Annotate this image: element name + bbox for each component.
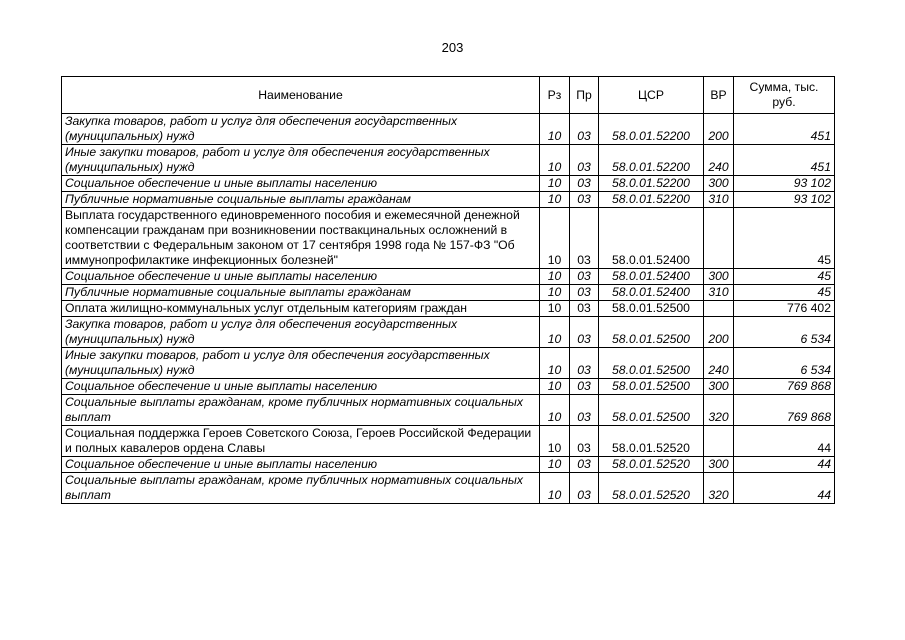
header-name: Наименование: [62, 77, 540, 114]
cell-name: Социальное обеспечение и иные выплаты населению: [62, 379, 540, 395]
cell-rz: 10: [540, 285, 570, 301]
table-row: [62, 348, 835, 379]
cell-pr: 03: [570, 473, 599, 504]
cell-sum: 6 534: [734, 317, 835, 348]
cell-pr: 03: [570, 426, 599, 457]
table-row: [62, 145, 835, 176]
cell-csr: 58.0.01.52200: [599, 176, 704, 192]
cell-rz: 10: [540, 192, 570, 208]
page-number: 203: [441, 40, 464, 55]
cell-rz: 10: [540, 426, 570, 457]
cell-sum: 45: [734, 285, 835, 301]
cell-rz: 10: [540, 473, 570, 504]
cell-sum: 6 534: [734, 348, 835, 379]
cell-csr: 58.0.01.52200: [599, 145, 704, 176]
cell-pr: 03: [570, 301, 599, 317]
table-row: [62, 426, 835, 457]
header-csr: ЦСР: [599, 77, 704, 114]
cell-csr: 58.0.01.52520: [599, 457, 704, 473]
header-sum: Сумма, тыс. руб.: [734, 77, 835, 114]
cell-pr: 03: [570, 395, 599, 426]
table-row: [62, 473, 835, 504]
cell-csr: 58.0.01.52500: [599, 379, 704, 395]
cell-csr: 58.0.01.52500: [599, 395, 704, 426]
cell-rz: 10: [540, 176, 570, 192]
cell-rz: 10: [540, 208, 570, 269]
cell-name: Социальная поддержка Героев Советского Союза, Героев Российской Федерации и полных кавалеров ордена Славы: [62, 426, 540, 457]
cell-csr: 58.0.01.52200: [599, 192, 704, 208]
cell-name: Выплата государственного единовременного пособия и ежемесячной денежной компенсации гражданам при возникновении поствакцинальных осложнений в соответствии с Федеральным законом от 17 сентября 1998 года № 157-ФЗ "Об иммунопрофилактике инфекционных болезней": [62, 208, 540, 269]
cell-pr: 03: [570, 208, 599, 269]
cell-vr: 310: [704, 285, 734, 301]
cell-pr: 03: [570, 348, 599, 379]
cell-rz: 10: [540, 379, 570, 395]
cell-pr: 03: [570, 269, 599, 285]
cell-rz: 10: [540, 457, 570, 473]
cell-vr: 200: [704, 114, 734, 145]
cell-vr: 320: [704, 395, 734, 426]
cell-pr: 03: [570, 317, 599, 348]
cell-sum: 45: [734, 269, 835, 285]
cell-vr: 300: [704, 457, 734, 473]
cell-sum: 44: [734, 426, 835, 457]
cell-vr: 300: [704, 269, 734, 285]
cell-sum: 451: [734, 114, 835, 145]
cell-sum: 769 868: [734, 379, 835, 395]
cell-vr: 240: [704, 145, 734, 176]
table-row: [62, 301, 835, 317]
header-vr: ВР: [704, 77, 734, 114]
cell-csr: 58.0.01.52500: [599, 301, 704, 317]
cell-name: Иные закупки товаров, работ и услуг для обеспечения государственных (муниципальных) нужд: [62, 348, 540, 379]
cell-vr: [704, 426, 734, 457]
cell-name: Социальные выплаты гражданам, кроме публичных нормативных социальных выплат: [62, 395, 540, 426]
table-row: [62, 317, 835, 348]
table-row: [62, 395, 835, 426]
cell-sum: 45: [734, 208, 835, 269]
table-row: [62, 457, 835, 473]
cell-csr: 58.0.01.52200: [599, 114, 704, 145]
cell-name: Закупка товаров, работ и услуг для обеспечения государственных (муниципальных) нужд: [62, 317, 540, 348]
cell-rz: 10: [540, 317, 570, 348]
cell-pr: 03: [570, 457, 599, 473]
cell-sum: 93 102: [734, 192, 835, 208]
cell-vr: 320: [704, 473, 734, 504]
table-header-row: [62, 77, 835, 114]
cell-vr: 300: [704, 176, 734, 192]
cell-sum: 44: [734, 473, 835, 504]
cell-vr: 300: [704, 379, 734, 395]
cell-name: Закупка товаров, работ и услуг для обеспечения государственных (муниципальных) нужд: [62, 114, 540, 145]
table-row: [62, 269, 835, 285]
cell-csr: 58.0.01.52520: [599, 473, 704, 504]
cell-rz: 10: [540, 395, 570, 426]
cell-sum: 769 868: [734, 395, 835, 426]
cell-name: Публичные нормативные социальные выплаты гражданам: [62, 192, 540, 208]
cell-pr: 03: [570, 114, 599, 145]
cell-pr: 03: [570, 285, 599, 301]
cell-name: Иные закупки товаров, работ и услуг для обеспечения государственных (муниципальных) нужд: [62, 145, 540, 176]
cell-name: Социальное обеспечение и иные выплаты населению: [62, 176, 540, 192]
cell-csr: 58.0.01.52400: [599, 208, 704, 269]
table-row: [62, 114, 835, 145]
cell-vr: [704, 208, 734, 269]
cell-name: Социальные выплаты гражданам, кроме публичных нормативных социальных выплат: [62, 473, 540, 504]
table-row: [62, 192, 835, 208]
cell-rz: 10: [540, 301, 570, 317]
cell-sum: 451: [734, 145, 835, 176]
cell-sum: 776 402: [734, 301, 835, 317]
cell-name: Оплата жилищно-коммунальных услуг отдельным категориям граждан: [62, 301, 540, 317]
cell-sum: 93 102: [734, 176, 835, 192]
cell-rz: 10: [540, 269, 570, 285]
cell-pr: 03: [570, 379, 599, 395]
cell-rz: 10: [540, 145, 570, 176]
table-row: [62, 379, 835, 395]
cell-pr: 03: [570, 176, 599, 192]
table-row: [62, 208, 835, 269]
cell-vr: [704, 301, 734, 317]
cell-pr: 03: [570, 192, 599, 208]
cell-csr: 58.0.01.52500: [599, 317, 704, 348]
cell-vr: 310: [704, 192, 734, 208]
cell-rz: 10: [540, 348, 570, 379]
header-rz: Рз: [540, 77, 570, 114]
cell-csr: 58.0.01.52520: [599, 426, 704, 457]
cell-vr: 240: [704, 348, 734, 379]
cell-csr: 58.0.01.52400: [599, 285, 704, 301]
table-row: [62, 176, 835, 192]
cell-csr: 58.0.01.52500: [599, 348, 704, 379]
cell-csr: 58.0.01.52400: [599, 269, 704, 285]
cell-pr: 03: [570, 145, 599, 176]
cell-name: Социальное обеспечение и иные выплаты населению: [62, 269, 540, 285]
table-row: [62, 285, 835, 301]
header-pr: Пр: [570, 77, 599, 114]
cell-rz: 10: [540, 114, 570, 145]
cell-name: Социальное обеспечение и иные выплаты населению: [62, 457, 540, 473]
cell-name: Публичные нормативные социальные выплаты гражданам: [62, 285, 540, 301]
cell-sum: 44: [734, 457, 835, 473]
budget-table: [61, 76, 835, 504]
cell-vr: 200: [704, 317, 734, 348]
